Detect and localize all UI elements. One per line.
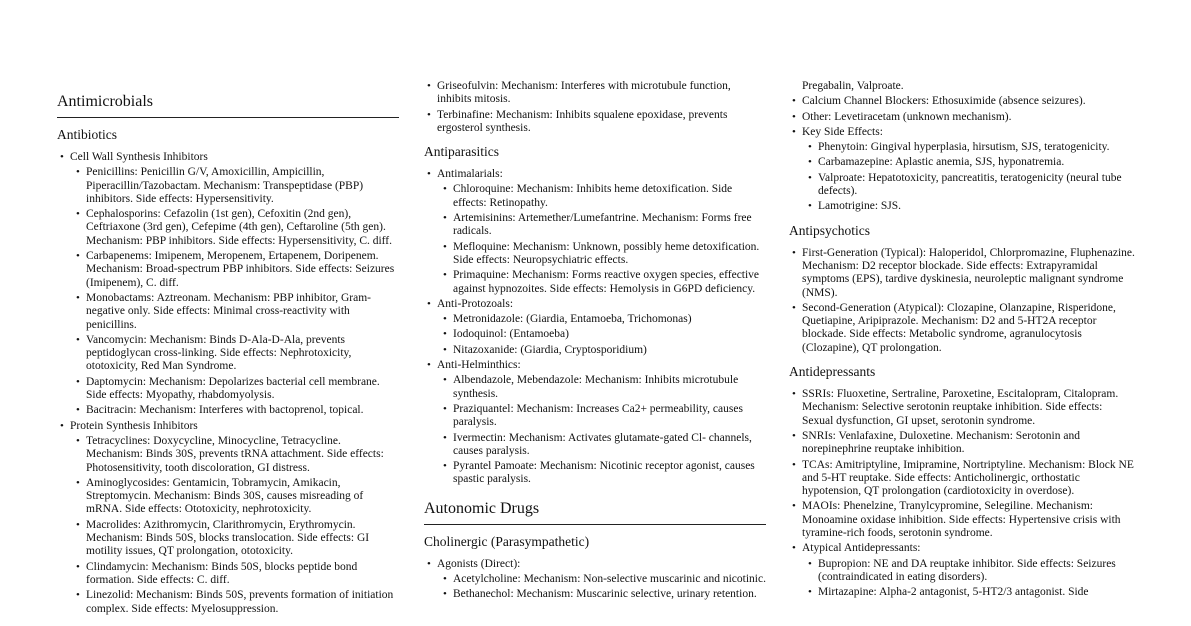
bullet-marker: •: [76, 250, 80, 263]
list-item-text: Iodoquinol: (Entamoeba): [453, 328, 569, 341]
list-item-text: Macrolides: Azithromycin, Clarithromycin, Erythromycin. Mechanism: Binds 50S, blocks translocation. Side effects: GI motility issues, QT prolongation, ototoxicity.: [86, 518, 370, 558]
list-item-text: TCAs: Amitriptyline, Imipramine, Nortriptyline. Mechanism: Block NE and 5-HT reuptake. Side effects: Anticholinergic, orthostatic hypotension, QT prolongation (cardiotoxicity in overdose).: [802, 458, 1134, 498]
list-item: [789, 500, 1135, 540]
list-item-text: Carbapenems: Imipenem, Meropenem, Ertapenem, Doripenem. Mechanism: Broad-spectrum PBP inhibitors. Side effects: Seizures (Imipenem), C. diff.: [86, 250, 395, 289]
list-item-text: Tetracyclines: Doxycycline, Minocycline, Tetracycline. Mechanism: Binds 30S, prevents tRNA attachment. Side effects: Photosensitivity, tooth discoloration, GI distress.: [86, 434, 384, 474]
bullet-marker: •: [60, 419, 64, 432]
list-item: [424, 298, 766, 311]
list-item: [57, 589, 399, 616]
list-item-text: Calcium Channel Blockers: Ethosuximide (absence seizures).: [802, 95, 1086, 108]
bullet-marker: •: [792, 125, 796, 138]
list-item: [789, 172, 1135, 199]
list-item-text: Ivermectin: Mechanism: Activates glutamate-gated Cl- channels, causes paralysis.: [453, 431, 752, 457]
bullet-marker: •: [427, 557, 431, 570]
list-item-text: Linezolid: Mechanism: Binds 50S, prevents formation of initiation complex. Side effects: Myelosuppression.: [86, 589, 394, 615]
bullet-marker: •: [792, 301, 796, 314]
list-item: [57, 292, 399, 332]
list-item: [57, 519, 399, 559]
continuation-line: Pregabalin, Valproate.: [802, 80, 904, 92]
list-item: [789, 586, 1135, 599]
bullet-marker: •: [76, 291, 80, 304]
bullet-marker: •: [427, 108, 431, 121]
list-item-text: Cell Wall Synthesis Inhibitors: [70, 151, 208, 163]
list-item: [57, 404, 399, 417]
bullet-marker: •: [60, 151, 64, 163]
bullet-marker: •: [792, 246, 796, 259]
bullet-marker: •: [427, 168, 431, 181]
list-item: [57, 435, 399, 475]
bullet-marker: •: [443, 240, 447, 253]
list-item: [424, 241, 766, 268]
list-item: [424, 212, 766, 239]
list-item: [57, 420, 399, 433]
list-item: [424, 432, 766, 459]
bullet-marker: •: [76, 333, 80, 346]
column-3: [789, 0, 1135, 602]
list-item: [57, 561, 399, 588]
list-item: [424, 588, 766, 601]
bullet-marker: •: [76, 560, 80, 573]
list-item-text: Monobactams: Aztreonam. Mechanism: PBP inhibitor, Gram-negative only. Side effects: Minimal cross-reactivity with penicillins.: [86, 291, 371, 331]
list-item-text: Mirtazapine: Alpha-2 antagonist, 5-HT2/3 antagonist. Side: [818, 586, 1089, 599]
list-item-text: Key Side Effects:: [802, 125, 883, 138]
list-item: [424, 313, 766, 326]
list-item-text: Protein Synthesis Inhibitors: [70, 419, 198, 432]
list-item: [789, 459, 1135, 499]
list-item: [424, 80, 766, 107]
list-item: [789, 542, 1135, 555]
bullet-marker: •: [443, 431, 447, 444]
list-item: [789, 111, 1135, 124]
list-item-text: Cephalosporins: Cefazolin (1st gen), Cefoxitin (2nd gen), Ceftriaxone (3rd gen), Cefepime (4th gen), Ceftaroline (5th gen). Mechanism: PBP inhibitors. Side effects: Hypersensitivity, C. diff.: [86, 208, 393, 247]
bullet-marker: •: [76, 166, 80, 179]
bullet-marker: •: [792, 110, 796, 123]
list-item-text: Acetylcholine: Mechanism: Non-selective muscarinic and nicotinic.: [453, 573, 766, 586]
list-item: [789, 95, 1135, 108]
list-item: [789, 247, 1135, 300]
list-item-text: Daptomycin: Mechanism: Depolarizes bacterial cell membrane. Side effects: Myopathy, rhabdomyolysis.: [86, 375, 380, 402]
list-item-text: SNRIs: Venlafaxine, Duloxetine. Mechanism: Serotonin and norepinephrine reuptake inhibition.: [802, 429, 1080, 456]
bullet-marker: •: [808, 200, 812, 213]
bullet-marker: •: [76, 404, 80, 417]
list-item-text: Bethanechol: Mechanism: Muscarinic selective, urinary retention.: [453, 588, 757, 601]
bullet-marker: •: [443, 460, 447, 473]
list-item: [57, 477, 399, 517]
list-item: [789, 141, 1135, 154]
list-item-text: MAOIs: Phenelzine, Tranylcypromine, Selegiline. Mechanism: Monoamine oxidase inhibition. Side effects: Hypertensive crisis with tyramine-rich foods, serotonin syndrome.: [802, 500, 1121, 540]
list-item-text: Phenytoin: Gingival hyperplasia, hirsutism, SJS, teratogenicity.: [818, 141, 1110, 154]
list-item-text: Other: Levetiracetam (unknown mechanism).: [802, 110, 1012, 123]
list-item-text: Agonists (Direct):: [437, 557, 521, 570]
list-item-text: First-Generation (Typical): Haloperidol, Chlorpromazine, Fluphenazine. Mechanism: D2 receptor blockade. Side effects: Extrapyramidal symptoms (EPS), tardive dyskinesia, neuroleptic malignant syndrome (NMS).: [802, 246, 1135, 299]
bullet-marker: •: [443, 212, 447, 225]
bullet-marker: •: [443, 183, 447, 196]
list-item-text: Metronidazole: (Giardia, Entamoeba, Trichomonas): [453, 313, 692, 326]
bullet-marker: •: [792, 500, 796, 513]
list-item: [424, 328, 766, 341]
bullet-marker: •: [808, 586, 812, 599]
list-item: [424, 374, 766, 401]
list-item-text: Antimalarials:: [437, 168, 503, 181]
bullet-marker: •: [792, 95, 796, 108]
list-item: [424, 344, 766, 357]
list-item: [789, 430, 1135, 457]
subsection-heading: Antidepressants: [789, 364, 876, 380]
list-item: [57, 208, 399, 248]
list-item: [424, 558, 766, 571]
list-item-text: Clindamycin: Mechanism: Binds 50S, blocks peptide bond formation. Side effects: C. diff.: [86, 560, 358, 586]
list-item: [424, 359, 766, 372]
subsection-heading: Cholinergic (Parasympathetic): [424, 533, 590, 549]
list-item: [789, 126, 1135, 139]
list-item-text: Vancomycin: Mechanism: Binds D-Ala-D-Ala, prevents peptidoglycan cross-linking. Side effects: Nephrotoxicity, ototoxicity, Red Man Syndrome.: [86, 333, 352, 373]
list-item-text: Anti-Protozoals:: [437, 297, 514, 310]
bullet-marker: •: [76, 434, 80, 447]
list-item-text: Penicillins: Penicillin G/V, Amoxicillin, Ampicillin, Piperacillin/Tazobactam. Mechanism: Transpeptidase (PBP) inhibitors. Side effects: Hypersensitivity.: [86, 166, 364, 205]
list-item: [57, 166, 399, 206]
list-item-text: Bacitracin: Mechanism: Interferes with bactoprenol, topical.: [86, 404, 364, 417]
subsection-heading: Antibiotics: [57, 127, 117, 142]
list-item: [789, 558, 1135, 585]
bullet-marker: •: [792, 388, 796, 401]
list-item-text: Artemisinins: Artemether/Lumefantrine. Mechanism: Forms free radicals.: [453, 212, 752, 238]
list-item-text: SSRIs: Fluoxetine, Sertraline, Paroxetine, Escitalopram, Citalopram. Mechanism: Selective serotonin reuptake inhibition. Side effects: Sexual dysfunction, GI upset, serotonin syndrome.: [802, 388, 1119, 427]
bullet-marker: •: [76, 476, 80, 489]
bullet-marker: •: [76, 589, 80, 602]
bullet-marker: •: [792, 458, 796, 471]
list-item-text: Valproate: Hepatotoxicity, pancreatitis, teratogenicity (neural tube defects).: [818, 171, 1122, 198]
list-item: [57, 250, 399, 290]
column-1: [57, 0, 399, 618]
list-item: [424, 183, 766, 210]
bullet-marker: •: [443, 588, 447, 601]
bullet-marker: •: [808, 141, 812, 154]
bullet-marker: •: [808, 171, 812, 184]
list-item: [57, 376, 399, 403]
subsection-heading: Antiparasitics: [424, 144, 499, 160]
bullet-marker: •: [808, 156, 812, 169]
subsection-heading: Antipsychotics: [789, 222, 870, 238]
list-item-text: Pyrantel Pamoate: Mechanism: Nicotinic receptor agonist, causes spastic paralysis.: [453, 460, 755, 486]
bullet-marker: •: [443, 328, 447, 341]
list-item: [424, 269, 766, 296]
list-item-text: Primaquine: Mechanism: Forms reactive oxygen species, effective against hypnozoites. Side effects: Hemolysis in G6PD deficiency.: [453, 269, 760, 295]
list-item-text: Nitazoxanide: (Giardia, Cryptosporidium): [453, 343, 647, 356]
list-item-text: Aminoglycosides: Gentamicin, Tobramycin, Amikacin, Streptomycin. Mechanism: Binds 30S, causes misreading of mRNA. Side effects: Ototoxicity, nephrotoxicity.: [86, 476, 364, 516]
list-item-text: Atypical Antidepressants:: [802, 542, 921, 555]
bullet-marker: •: [427, 359, 431, 372]
list-item: [789, 302, 1135, 355]
list-item-text: Second-Generation (Atypical): Clozapine, Olanzapine, Risperidone, Quetiapine, Aripiprazole. Mechanism: D2 and 5-HT2A receptor blockade. Side effects: Metabolic syndrome, agranulocytosis (Clozapine), QT prolongation.: [802, 301, 1116, 354]
section-heading: Antimicrobials: [57, 92, 399, 118]
list-item: [424, 109, 766, 136]
list-item-text: Terbinafine: Mechanism: Inhibits squalene epoxidase, prevents ergosterol synthesis.: [437, 108, 728, 134]
bullet-marker: •: [76, 208, 80, 221]
list-item: [424, 168, 766, 181]
bullet-marker: •: [443, 313, 447, 326]
bullet-marker: •: [792, 429, 796, 442]
bullet-marker: •: [427, 80, 431, 92]
bullet-marker: •: [792, 542, 796, 555]
bullet-marker: •: [443, 343, 447, 356]
list-item-text: Albendazole, Mebendazole: Mechanism: Inhibits microtubule synthesis.: [453, 374, 739, 400]
bullet-marker: •: [76, 375, 80, 388]
list-item-text: Bupropion: NE and DA reuptake inhibitor. Side effects: Seizures (contraindicated in eating disorders).: [818, 557, 1116, 583]
list-item-text: Lamotrigine: SJS.: [818, 200, 902, 213]
list-item-text: Anti-Helminthics:: [437, 359, 521, 372]
list-item: [424, 573, 766, 586]
bullet-marker: •: [443, 402, 447, 415]
bullet-marker: •: [808, 557, 812, 570]
bullet-marker: •: [443, 573, 447, 586]
list-item-text: Chloroquine: Mechanism: Inhibits heme detoxification. Side effects: Retinopathy.: [453, 183, 733, 209]
list-item: [789, 200, 1135, 213]
list-item: [789, 388, 1135, 428]
list-item: [424, 403, 766, 430]
list-item: [424, 460, 766, 487]
column-2: [424, 0, 766, 604]
bullet-marker: •: [76, 518, 80, 531]
list-item-text: Mefloquine: Mechanism: Unknown, possibly heme detoxification. Side effects: Neuropsychiatric effects.: [453, 240, 760, 266]
list-item-text: Carbamazepine: Aplastic anemia, SJS, hyponatremia.: [818, 156, 1065, 169]
list-item: [789, 156, 1135, 169]
bullet-marker: •: [443, 269, 447, 282]
bullet-marker: •: [443, 374, 447, 387]
section-heading: Autonomic Drugs: [424, 499, 766, 525]
list-item: [57, 334, 399, 374]
list-item-text: Griseofulvin: Mechanism: Interferes with microtubule function, inhibits mitosis.: [437, 80, 731, 106]
bullet-marker: •: [427, 297, 431, 310]
list-item-text: Praziquantel: Mechanism: Increases Ca2+ permeability, causes paralysis.: [453, 402, 743, 429]
list-item: [57, 151, 399, 164]
